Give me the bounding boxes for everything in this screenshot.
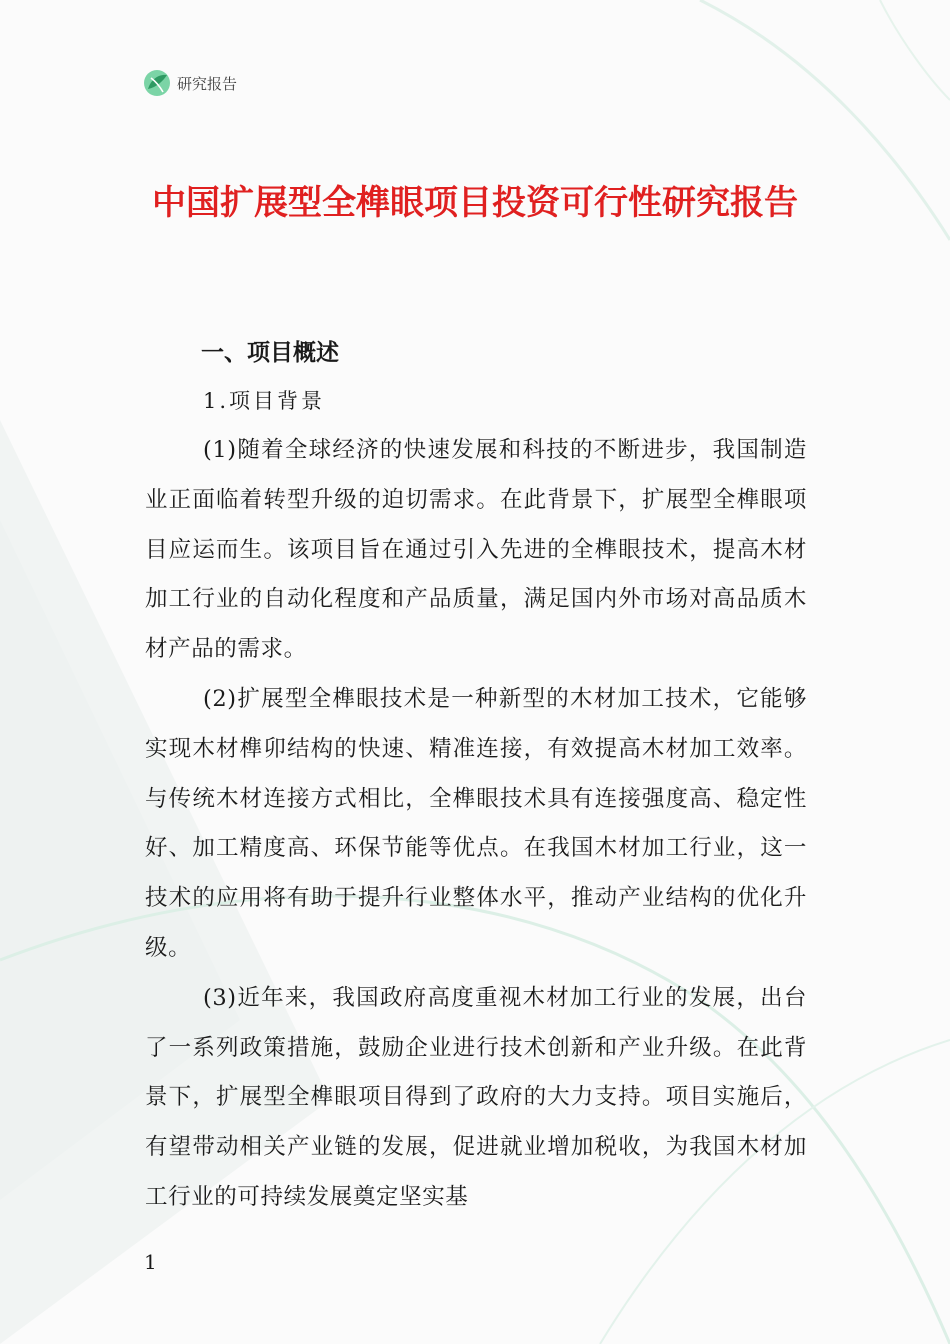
section-heading: 一、项目概述 bbox=[201, 340, 339, 366]
green-leaf-logo-icon bbox=[143, 69, 171, 97]
header-label: 研究报告 bbox=[177, 74, 238, 93]
paragraph: (3)近年来，我国政府高度重视木材加工行业的发展，出台了一系列政策措施，鼓励企业进行技术创新和产业升级。在此背景下，扩展型全榫眼项目得到了政府的大力支持。项目实施后，有望带动相关产业链的发展，促进就业增加税收，为我国木材加工行业的可持续发展奠定坚实基 bbox=[145, 984, 807, 1210]
page-number: 1 bbox=[144, 1250, 157, 1274]
paragraph: (2)扩展型全榫眼技术是一种新型的木材加工技术，它能够实现木材榫卯结构的快速、精准连接，有效提高木材加工效率。与传统木材连接方式相比，全榫眼技术具有连接强度高、稳定性好、加工精度高、环保节能等优点。在我国木材加工行业，这一技术的应用将有助于提升行业整体水平，推动产业结构的优化升级。 bbox=[145, 685, 807, 961]
page-header bbox=[143, 68, 237, 98]
document-title: 中国扩展型全榫眼项目投资可行性研究报告 bbox=[152, 183, 798, 223]
paragraph: (1)随着全球经济的快速发展和科技的不断进步，我国制造业正面临着转型升级的迫切需求。在此背景下，扩展型全榫眼项目应运而生。该项目旨在通过引入先进的全榫眼技术，提高木材加工行业的自动化程度和产品质量，满足国内外市场对高品质木材产品的需求。 bbox=[145, 437, 807, 663]
document-body bbox=[145, 330, 807, 1223]
subsection-heading: 1.项目背景 bbox=[203, 389, 326, 413]
